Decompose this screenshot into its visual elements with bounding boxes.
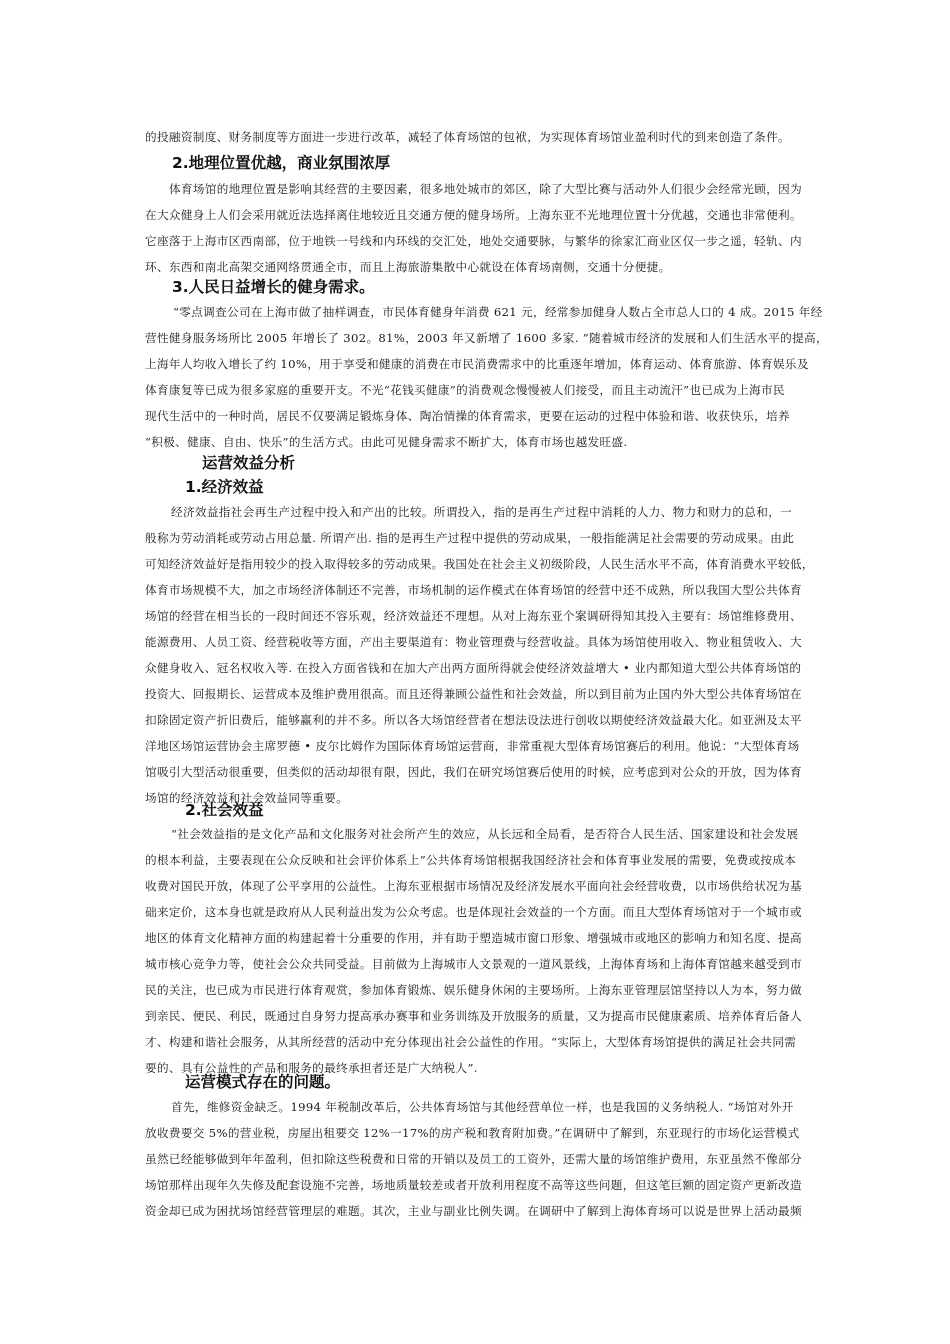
text-line: 础来定价，这本身也就是政府从人民利益出发为公众考虑。也是体现社会效益的一个方面。而且大型体育场馆对于一个城市或 [145, 905, 802, 919]
text-line: 体育康复等已成为很多家庭的重要开支。不光“花钱买健康”的消费观念慢慢被人们接受，而且主动流汗”也已成为上海市民 [145, 383, 785, 397]
text-line: 投资大、回报期长、运营成本及维护费用很高。而且还得兼顾公益性和社会效益，所以到目前为止国内外大型公共体育场馆在 [145, 687, 802, 701]
text-line: 般称为劳动消耗或劳动占用总量. 所谓产出. 指的是再生产过程中提供的劳动成果，一般指能满足社会需要的劳动成果。由此 [145, 531, 795, 545]
text-line: 洋地区场馆运营协会主席罗德 • 皮尔比姆作为国际体育场馆运营商，非常重视大型体育场馆赛后的利用。他说：“大型体育场 [145, 739, 800, 753]
text-line: 扣除固定资产折旧费后，能够赢利的并不多。所以各大场馆经营者在想法设法进行创收以期使经济效益最大化。如亚洲及太平 [145, 713, 802, 727]
text-line: 现代生活中的一种时尚，居民不仅要满足锻炼身体、陶冶情操的体育需求，更要在运动的过程中体验和谐、收获快乐，培养 [145, 409, 790, 423]
text-line: 能源费用、人员工资、经营税收等方面，产出主要渠道有：物业管理费与经营收益。具体为场馆使用收入、物业租赁收入、大 [145, 635, 802, 649]
heading-location: 2.地理位置优越，商业氛围浓厚 [172, 154, 391, 172]
text-line: 体育市场规模不大，加之市场经济体制还不完善，市场机制的运作模式在体育场馆的经营中还不成熟，所以我国大型公共体育 [145, 583, 802, 597]
text-line: 虽然已经能够做到年年盈利，但扣除这些税费和日常的开销以及员工的工资外，还需大量的场馆维护费用，东亚虽然不像部分 [145, 1152, 802, 1166]
text-line: “零点调查公司在上海市做了抽样调查，市民体育健身年消费 621 元，经常参加健身人数占全市总人口的 4 成。2015 年经 [173, 305, 823, 319]
text-line: “积极、健康、自由、快乐”的生活方式。由此可见健身需求不断扩大，体育市场也越发旺盛. [145, 435, 628, 449]
text-line: 城市核心竞争力等，使社会公众共同受益。目前做为上海城市人文景观的一道风景线，上海体育场和上海体育馆越来越受到市 [145, 957, 802, 971]
text-line: 民的关注，也已成为市民进行体育观赏，参加体育锻炼、娱乐健身休闲的主要场所。上海东亚管理层馆坚持以人为本，努力做 [145, 983, 802, 997]
text-line: 收费对国民开放，体现了公平享用的公益性。上海东亚根据市场情况及经济发展水平面向社会经营收费，以市场供给状况为基 [145, 879, 802, 893]
heading-fitness-demand: 3.人民日益增长的健身需求。 [172, 278, 375, 296]
text-line: 的投融资制度、财务制度等方面进一步进行改革，减轻了体育场馆的包袱，为实现体育场馆业盈利时代的到来创造了条件。 [145, 130, 790, 144]
text-line: 场馆那样出现年久失修及配套设施不完善，场地质量较差或者开放利用程度不高等这些问题，但这笔巨额的固定资产更新改造 [145, 1178, 802, 1192]
text-line: 首先，维修资金缺乏。1994 年税制改革后，公共体育场馆与其他经营单位一样，也是我国的义务纳税人. “场馆对外开 [171, 1100, 794, 1114]
text-line: 众健身收入、冠名权收入等. 在投入方面省钱和在加大产出两方面所得就会使经济效益增大 • 业内都知道大型公共体育场馆的 [145, 661, 802, 675]
text-line: 要的、具有公益性的产品和服务的最终承担者还是广大纳税人”. [145, 1061, 478, 1075]
text-line: 营性健身服务场所比 2005 年增长了 302。81%，2003 年又新增了 1600 多家. ”随着城市经济的发展和人们生活水平的提高， [145, 331, 828, 345]
text-line: 上海年人均收入增长了约 10%，用于享受和健康的消费在市民消费需求中的比重逐年增加，体育运动、体育旅游、体育娱乐及 [145, 357, 809, 371]
text-line: 经济效益指社会再生产过程中投入和产出的比较。所谓投入，指的是再生产过程中消耗的人力、物力和财力的总和，一 [171, 505, 793, 519]
text-line: 场馆的经营在相当长的一段时间还不容乐观，经济效益还不理想。从对上海东亚个案调研得知其投入主要有：场馆维修费用、 [145, 609, 802, 623]
text-line: 放收费要交 5%的营业税，房屋出租要交 12%一17%的房产税和教育附加费。”在调研中了解到，东亚现行的市场化运营模式 [145, 1126, 800, 1140]
text-line: 到亲民、便民、利民，既通过自身努力提高承办赛事和业务训练及开放服务的质量，又为提高市民健康素质、培养体育后备人 [145, 1009, 802, 1023]
text-line: 可知经济效益好是指用较少的投入取得较多的劳动成果。我国处在社会主义初级阶段，人民生活水平不高，体育消费水平较低， [145, 557, 814, 571]
text-line: 地区的体育文化精神方面的构建起着十分重要的作用，并有助于塑造城市窗口形象、增强城市或地区的影响力和知名度、提高 [145, 931, 802, 945]
text-line: 的根本利益，主要表现在公众反映和社会评价体系上”公共体育场馆根据我国经济社会和体育事业发展的需要，免费或按成本 [145, 853, 797, 867]
text-line: 环、东西和南北高架交通网络贯通全市，而且上海旅游集散中心就设在体育场南侧，交通十分便捷。 [145, 260, 671, 274]
text-line: 它座落于上海市区西南部，位于地铁一号线和内环线的交汇处，地处交通要脉，与繁华的徐家汇商业区仅一步之遥，轻轨、内 [145, 234, 802, 248]
text-line: “社会效益指的是文化产品和文化服务对社会所产生的效应，从长远和全局看，是否符合人民生活、国家建设和社会发展 [171, 827, 799, 841]
heading-benefit-analysis: 运营效益分析 [202, 454, 296, 472]
heading-operating-problems: 运营模式存在的问题。 [185, 1073, 341, 1091]
text-line: 体育场馆的地理位置是影响其经营的主要因素，很多地处城市的郊区，除了大型比赛与活动外人们很少会经常光顾，因为 [169, 182, 803, 196]
text-line: 场馆的经济效益和社会效益同等重要。 [145, 791, 349, 805]
heading-social-benefit: 2.社会效益 [185, 801, 264, 819]
text-line: 在大众健身上人们会采用就近法选择离住地较近且交通方便的健身场所。上海东亚不光地理位置十分优越，交通也非常便利。 [145, 208, 802, 222]
heading-economic-benefit: 1.经济效益 [185, 478, 264, 496]
text-line: 资金却已成为困扰场馆经营管理层的难题。其次，主业与副业比例失调。在调研中了解到上海体育场可以说是世界上活动最频 [145, 1204, 802, 1218]
text-line: 才、构建和谐社会服务，从其所经营的活动中充分体现出社会公益性的作用。“实际上，大型体育场馆提供的满足社会共同需 [145, 1035, 797, 1049]
text-line: 馆吸引大型活动很重要，但类似的活动却很有限，因此，我们在研究场馆赛后使用的时候，应考虑到对公众的开放，因为体育 [145, 765, 802, 779]
